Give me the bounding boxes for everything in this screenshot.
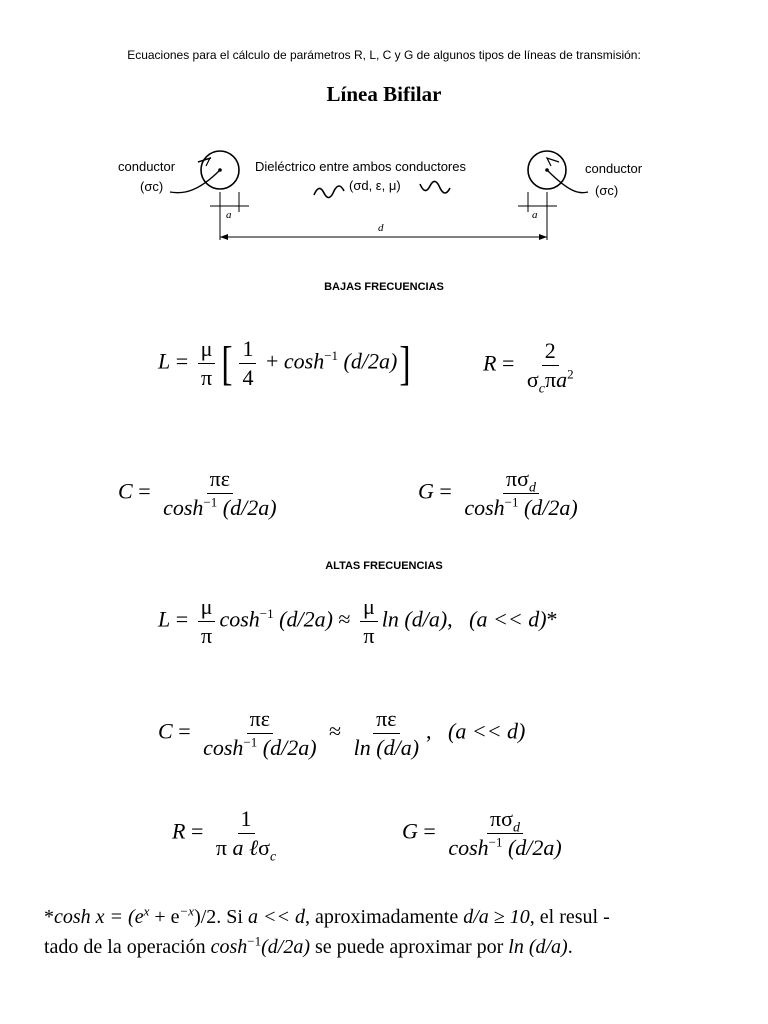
section-high-frequencies: ALTAS FRECUENCIAS bbox=[325, 560, 443, 572]
d-label: d bbox=[378, 222, 384, 234]
dielectric-label: Dieléctrico entre ambos conductores bbox=[255, 159, 466, 174]
left-conductor-label: conductor bbox=[118, 159, 176, 174]
right-sigma-label: (σc) bbox=[595, 183, 619, 198]
equation-R-low: R = $\frac{2}{\sigma_c\pi a^2}$ bbox=[483, 338, 574, 397]
equation-C-low: C = $\frac{\pi\varepsilon}{\cosh^{-1} (d/2a)}$ bbox=[118, 466, 277, 520]
dielectric-params: (σd, ε, μ) bbox=[349, 178, 401, 193]
page-header: Ecuaciones para el cálculo de parámetros R, L, C y G de algunos tipos de líneas de transmisión: bbox=[127, 48, 641, 62]
footnote-line-2: tado de la operación $\cosh^{-1}(d/2a)$ se puede aproximar por ln (d/a). bbox=[44, 933, 573, 958]
left-sigma-label: (σc) bbox=[140, 179, 164, 194]
footnote-line-1: *cosh $x = (e^x + e^{-x})/2$. Si a << d, aproximadamente d/a ≥ 10, el resul - bbox=[44, 903, 610, 928]
page-title: Línea Bifilar bbox=[326, 82, 442, 106]
equation-C-high: C = $\frac{\pi\varepsilon}{\cosh^{-1} (d/2a)}$ ≈ $\frac{\pi\varepsilon}{\ln (d/a)}$ , (a << d) bbox=[158, 706, 526, 760]
equation-G-low: G = $\frac{\pi\sigma_d}{\cosh^{-1} (d/2a)}$ bbox=[418, 466, 578, 520]
equation-R-high: R = $\frac{1}{\pi a \ell\sigma_c}$ bbox=[172, 806, 277, 865]
footnote bbox=[44, 902, 734, 962]
equation-L-high: L = $\frac{\mu}{\pi}$ $\cosh^{-1} (d/2a)$ ≈ $\frac{\mu}{\pi}$ ln (d/a), (a << d)* bbox=[158, 594, 558, 648]
equation-G-high: G = $\frac{\pi\sigma_d}{\cosh^{-1} (d/2a)}$ bbox=[402, 806, 562, 860]
left-a-label: a bbox=[226, 209, 232, 221]
right-a-label: a bbox=[532, 209, 538, 221]
bifilar-diagram bbox=[110, 140, 670, 255]
equation-L-low: L = $\frac{\mu}{\pi}$ [ $\frac{1}{4}$ + $\cosh^{-1} (d/2a)$] bbox=[158, 336, 411, 390]
section-low-frequencies: BAJAS FRECUENCIAS bbox=[324, 281, 444, 293]
right-conductor-label: conductor bbox=[585, 161, 643, 176]
